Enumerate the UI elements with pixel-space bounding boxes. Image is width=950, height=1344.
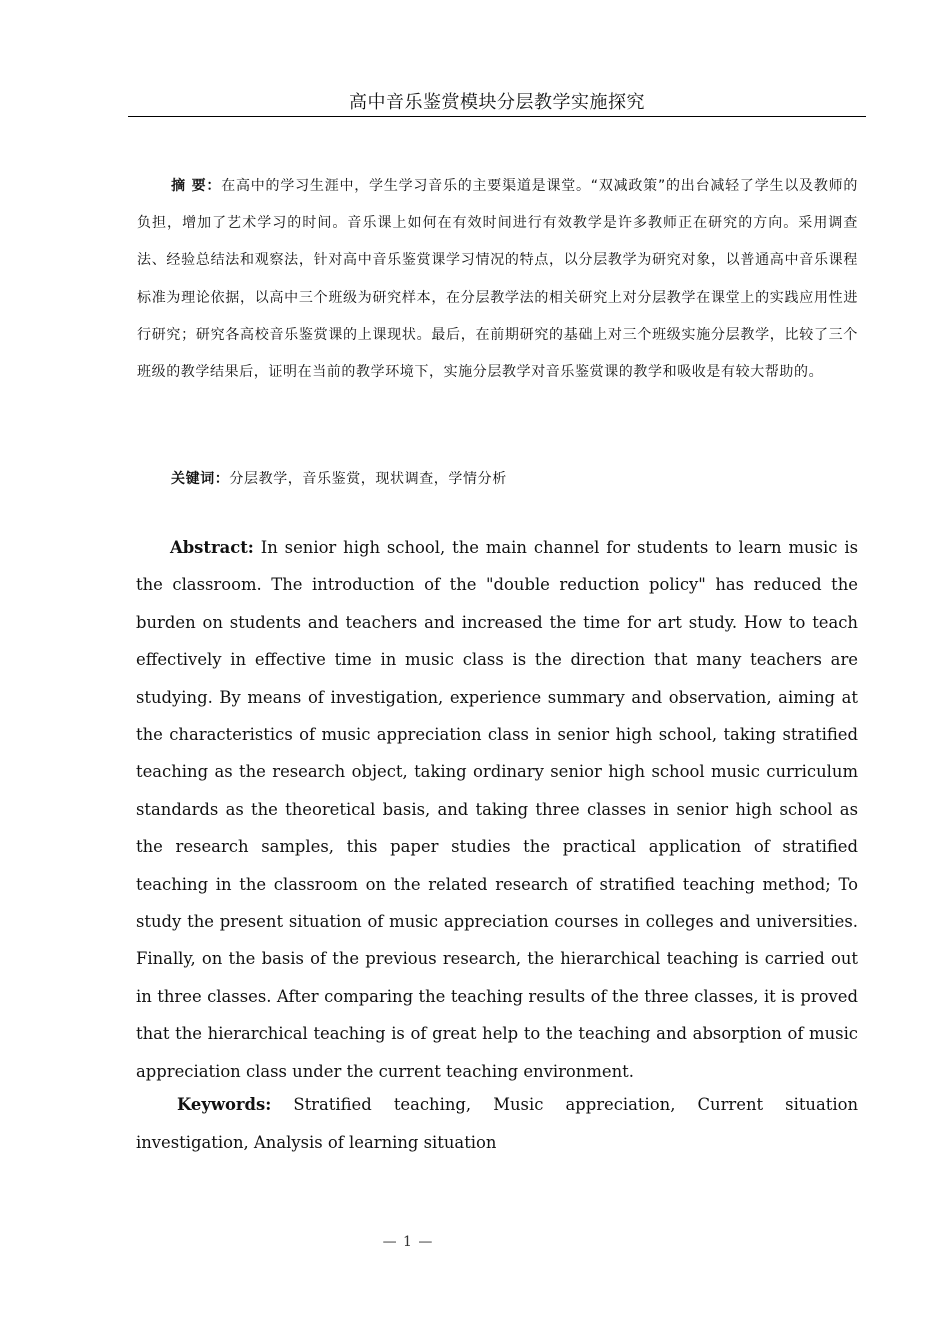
english-keywords-label: Keywords: [177, 1095, 272, 1114]
english-abstract-label: Abstract: [170, 538, 254, 557]
chinese-abstract-label: 摘 要： [171, 178, 222, 194]
english-keywords [136, 1086, 858, 1161]
english-keywords-text: Stratified teaching, Music appreciation, Current situation investigation, Analysis of learning situation [136, 1095, 858, 1152]
running-header [128, 90, 866, 117]
chinese-keywords-text: 分层教学，音乐鉴赏，现状调查，学情分析 [229, 471, 507, 487]
chinese-abstract-text: 在高中的学习生涯中，学生学习音乐的主要渠道是课堂。“双减政策”的出台减轻了学生以及教师的负担，增加了艺术学习的时间。音乐课上如何在有效时间进行有效教学是许多教师正在研究的方向。采用调查法、经验总结法和观察法，针对高中音乐鉴赏课学习情况的特点，以分层教学为研究对象，以普通高中音乐课程标准为理论依据，以高中三个班级为研究样本，在分层教学法的相关研究上对分层教学在课堂上的实践应用性进行研究；研究各高校音乐鉴赏课的上课现状。最后，在前期研究的基础上对三个班级实施分层教学，比较了三个班级的教学结果后，证明在当前的教学环境下，实施分层教学对音乐鉴赏课的教学和吸收是有较大帮助的。 [137, 178, 859, 381]
english-abstract [136, 529, 858, 1090]
chinese-abstract [137, 168, 858, 391]
english-abstract-text: In senior high school, the main channel for students to learn music is the classroom. The introduction of the "double reduction policy" has reduced the burden on students and teachers and increased the time for art study. How to teach effectively in effective time in music class is the direction that many teachers are studying. By means of investigation, experience summary and observation, aiming at the characteristics of music appreciation class in senior high school, taking stratified teaching as the research object, taking ordinary senior high school music curriculum standards as the theoretical basis, and taking three classes in senior high school as the research samples, this paper studies the practical application of stratified teaching in the classroom on the related research of stratified teaching method; To study the present situation of music appreciation courses in colleges and universities. Finally, on the basis of the previous research, the hierarchical teaching is carried out in three classes. After comparing the teaching results of the three classes, it is proved that the hierarchical teaching is of great help to the teaching and absorption of music appreciation class under the current teaching environment. [136, 538, 858, 1081]
chinese-keywords [137, 461, 858, 498]
running-header-title: 高中音乐鉴赏模块分层教学实施探究 [349, 92, 645, 113]
chinese-keywords-label: 关键词： [171, 471, 230, 487]
page-number: — 1 — [382, 1234, 434, 1250]
